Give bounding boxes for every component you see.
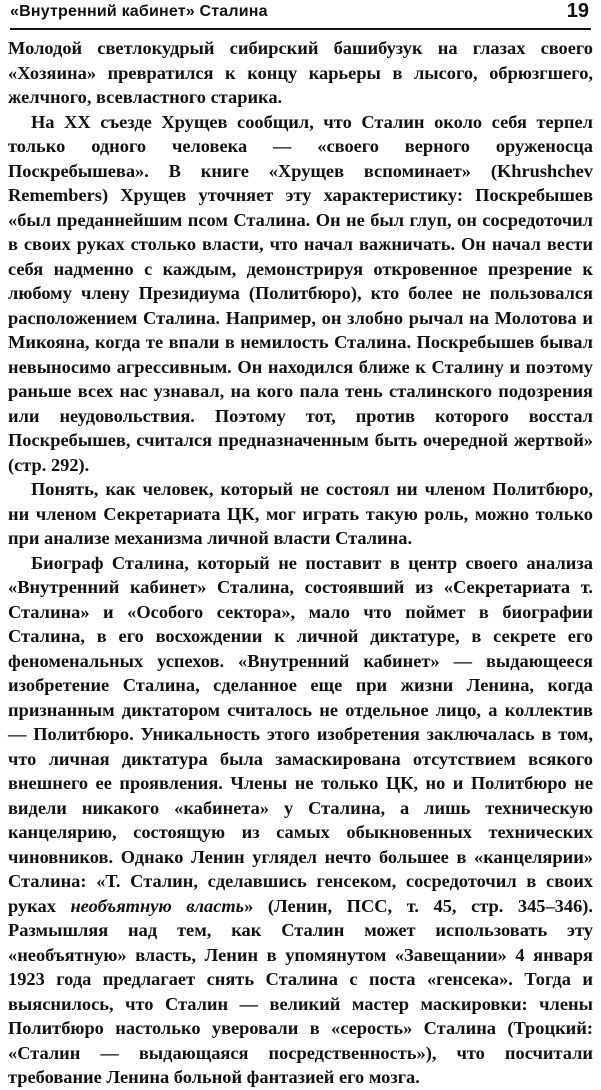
paragraph-4 xyxy=(8,551,593,1090)
page-number: 19 xyxy=(566,0,589,22)
running-title: «Внутренний кабинет» Сталина xyxy=(10,3,268,20)
paragraph-1-text: Молодой светлокудрый сибирский башибузук на глазах своего «Хозяина» превратился к концу карьеры в лысого, обрюзгшего, желчного, всевластного старика. xyxy=(8,38,593,107)
paragraph-2 xyxy=(8,110,593,478)
paragraph-4-text-b: » (Ленин, ПСС, т. 45, стр. 345–346). Размышляя над тем, как Сталин может использовать эту «необъятную» власть, Ленин в упомянутом «Завещании» 4 января 1923 года предлагает снять Сталина с поста «генсека». Тогда и выяснилось, что Сталин — великий мастер маскировки: члены Политбюро настолько уверовали в «серость» Сталина (Троцкий: «Сталин — выдающаяся посредственность»), что посчитали требование Ленина больной фантазией его мозга. xyxy=(8,895,593,1087)
body-text xyxy=(8,36,593,1090)
paragraph-4-italic-phrase: необъятную власть xyxy=(70,895,245,916)
paragraph-4-text-a: Биограф Сталина, который не поставит в центр своего анализа «Внутренний кабинет» Сталина, состоявший из «Секретариата т. Сталина» и «Особого сектора», мало что поймет в биографии Сталина, в его восхождении к личной диктатуре, в секрете его феноменальных успехов. «Внутренний кабинет» — выдающееся изобретение Сталина, сделанное еще при жизни Ленина, когда признанным диктатором считалось не отдельное лицо, а коллектив — Политбюро. Уникальность этого изобретения заключалась в том, что личная диктатура была замаскирована отсутствием всякого внешнего ее проявления. Члены не только ЦК, но и Политбюро не видели никакого «кабинета» у Сталина, а лишь техническую канцелярию, состоящую из самых обыкновенных технических чиновников. Однако Ленин углядел нечто большее в «канцелярии» Сталина: «Т. Сталин, сделавшись генсеком, сосредоточил в своих руках xyxy=(8,552,593,916)
paragraph-2-text: На XX съезде Хрущев сообщил, что Сталин около себя терпел только одного человека — «своего верного оруженосца Поскребышева». В книге «Хрущев вспоминает» (Khrushchev Remembers) Хрущев уточняет эту характеристику: Поскребышев «был преданнейшим псом Сталина. Он не был глуп, он сосредоточил в своих руках столько власти, что начал важничать. Он начал вести себя надменно с каждым, демонстрируя откровенное презрение к любому члену Президиума (Политбюро), кто более не пользовался расположением Сталина. Например, он злобно рычал на Молотова и Микояна, когда те впали в немилость Сталина. Поскребышев бывал невыносимо агрессивным. Он находился ближе к Сталину и поэтому раньше всех нас узнавал, на кого пала тень сталинского подозрения или неудовольствия. Поэтому тот, против которого восстал Поскребышев, считался предназначенным быть очередной жертвой» (стр. 292). xyxy=(8,111,593,475)
paragraph-3 xyxy=(8,477,593,551)
paragraph-3-text: Понять, как человек, который не состоял ни членом Политбюро, ни членом Секретариата ЦК, мог играть такую роль, можно только при анализе механизма личной власти Сталина. xyxy=(8,479,593,548)
running-head xyxy=(10,0,591,30)
paragraph-1 xyxy=(8,36,593,110)
